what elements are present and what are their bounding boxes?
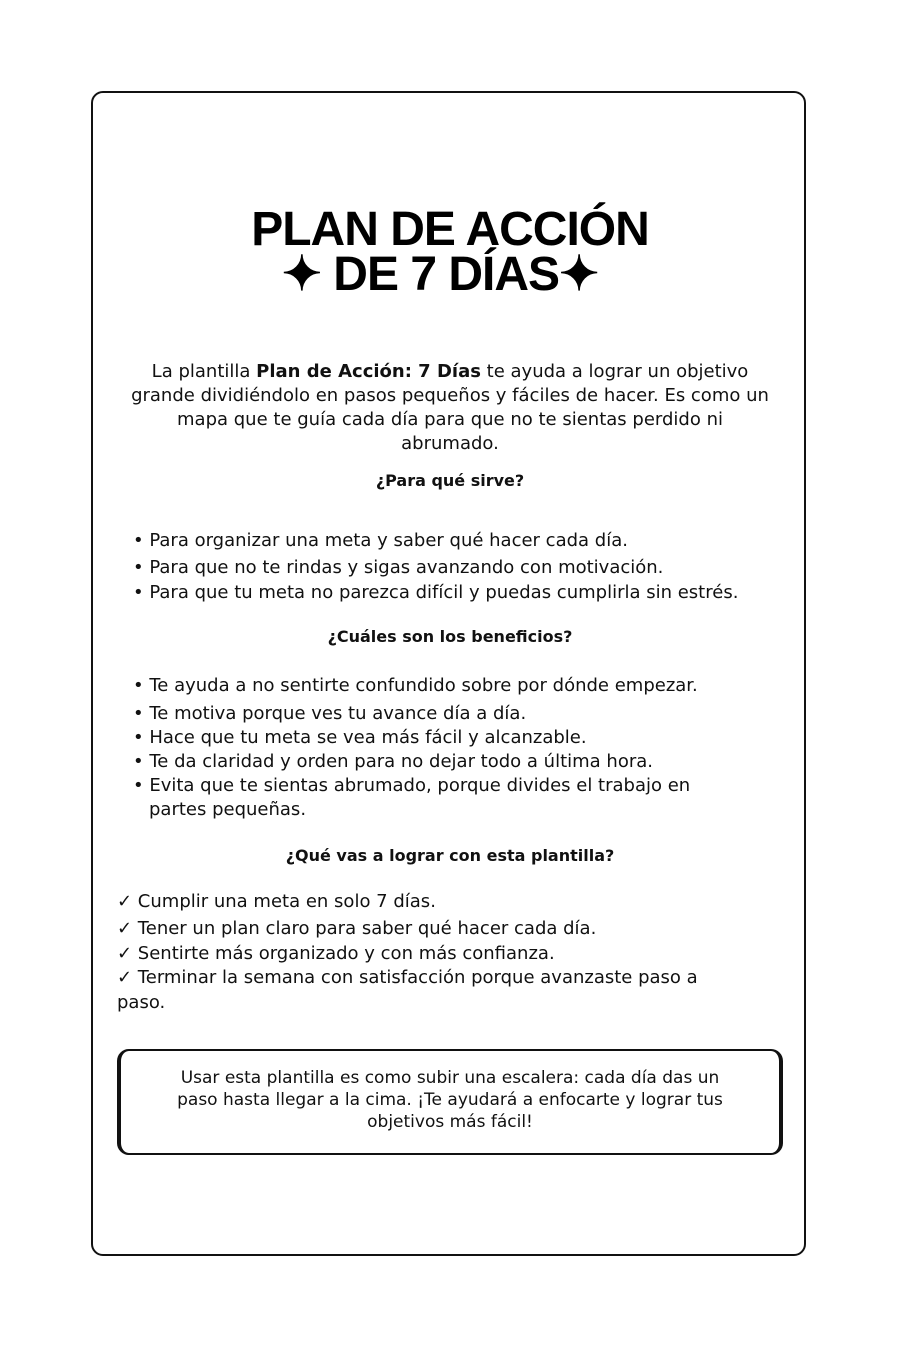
check-item: ✓ Tener un plan claro para saber qué hacer cada día. (117, 918, 597, 939)
intro-text: te ayuda a lograr un objetivo (480, 361, 749, 382)
list-item: • Te ayuda a no sentirte confundido sobre por dónde empezar. (133, 675, 698, 696)
list-item: • Te da claridad y orden para no dejar todo a última hora. (133, 751, 653, 772)
callout-line-2: paso hasta llegar a la cima. ¡Te ayudará a enfocarte y lograr tus (177, 1090, 723, 1110)
section-heading-para-que: ¿Para qué sirve? (375, 471, 525, 490)
title-line-1: PLAN DE ACCIÓN (251, 203, 649, 256)
check-item: ✓ Sentirte más organizado y con más confianza. (117, 943, 555, 964)
section-heading-lograr: ¿Qué vas a lograr con esta plantilla? (285, 846, 615, 865)
list-item: partes pequeñas. (149, 799, 307, 820)
list-item: • Hace que tu meta se vea más fácil y alcanzable. (133, 727, 587, 748)
intro-line-4: abrumado. (401, 433, 499, 454)
list-item: • Te motiva porque ves tu avance día a día. (133, 703, 527, 724)
intro-text: La plantilla (151, 361, 257, 382)
check-item: paso. (117, 992, 166, 1013)
list-item: • Evita que te sientas abrumado, porque divides el trabajo en (133, 775, 691, 796)
list-item: • Para que no te rindas y sigas avanzando con motivación. (133, 557, 664, 578)
callout-line-1: Usar esta plantilla es como subir una escalera: cada día das un (180, 1068, 720, 1088)
section-heading-beneficios: ¿Cuáles son los beneficios? (327, 627, 573, 646)
intro-bold: Plan de Acción: 7 Días (256, 361, 481, 382)
check-item: ✓ Cumplir una meta en solo 7 días. (117, 891, 436, 912)
list-item: • Para que tu meta no parezca difícil y puedas cumplirla sin estrés. (133, 582, 739, 603)
intro-line-1 (0, 360, 900, 384)
title-line-2: ✦ DE 7 DÍAS✦ (281, 248, 599, 301)
intro-line-2: grande dividiéndolo en pasos pequeños y fáciles de hacer. Es como un (131, 385, 769, 406)
intro-line-3: mapa que te guía cada día para que no te sientas perdido ni (177, 409, 723, 430)
list-item: • Para organizar una meta y saber qué hacer cada día. (133, 530, 628, 551)
check-item: ✓ Terminar la semana con satisfacción porque avanzaste paso a (117, 967, 698, 988)
callout-line-3: objetivos más fácil! (367, 1112, 533, 1132)
